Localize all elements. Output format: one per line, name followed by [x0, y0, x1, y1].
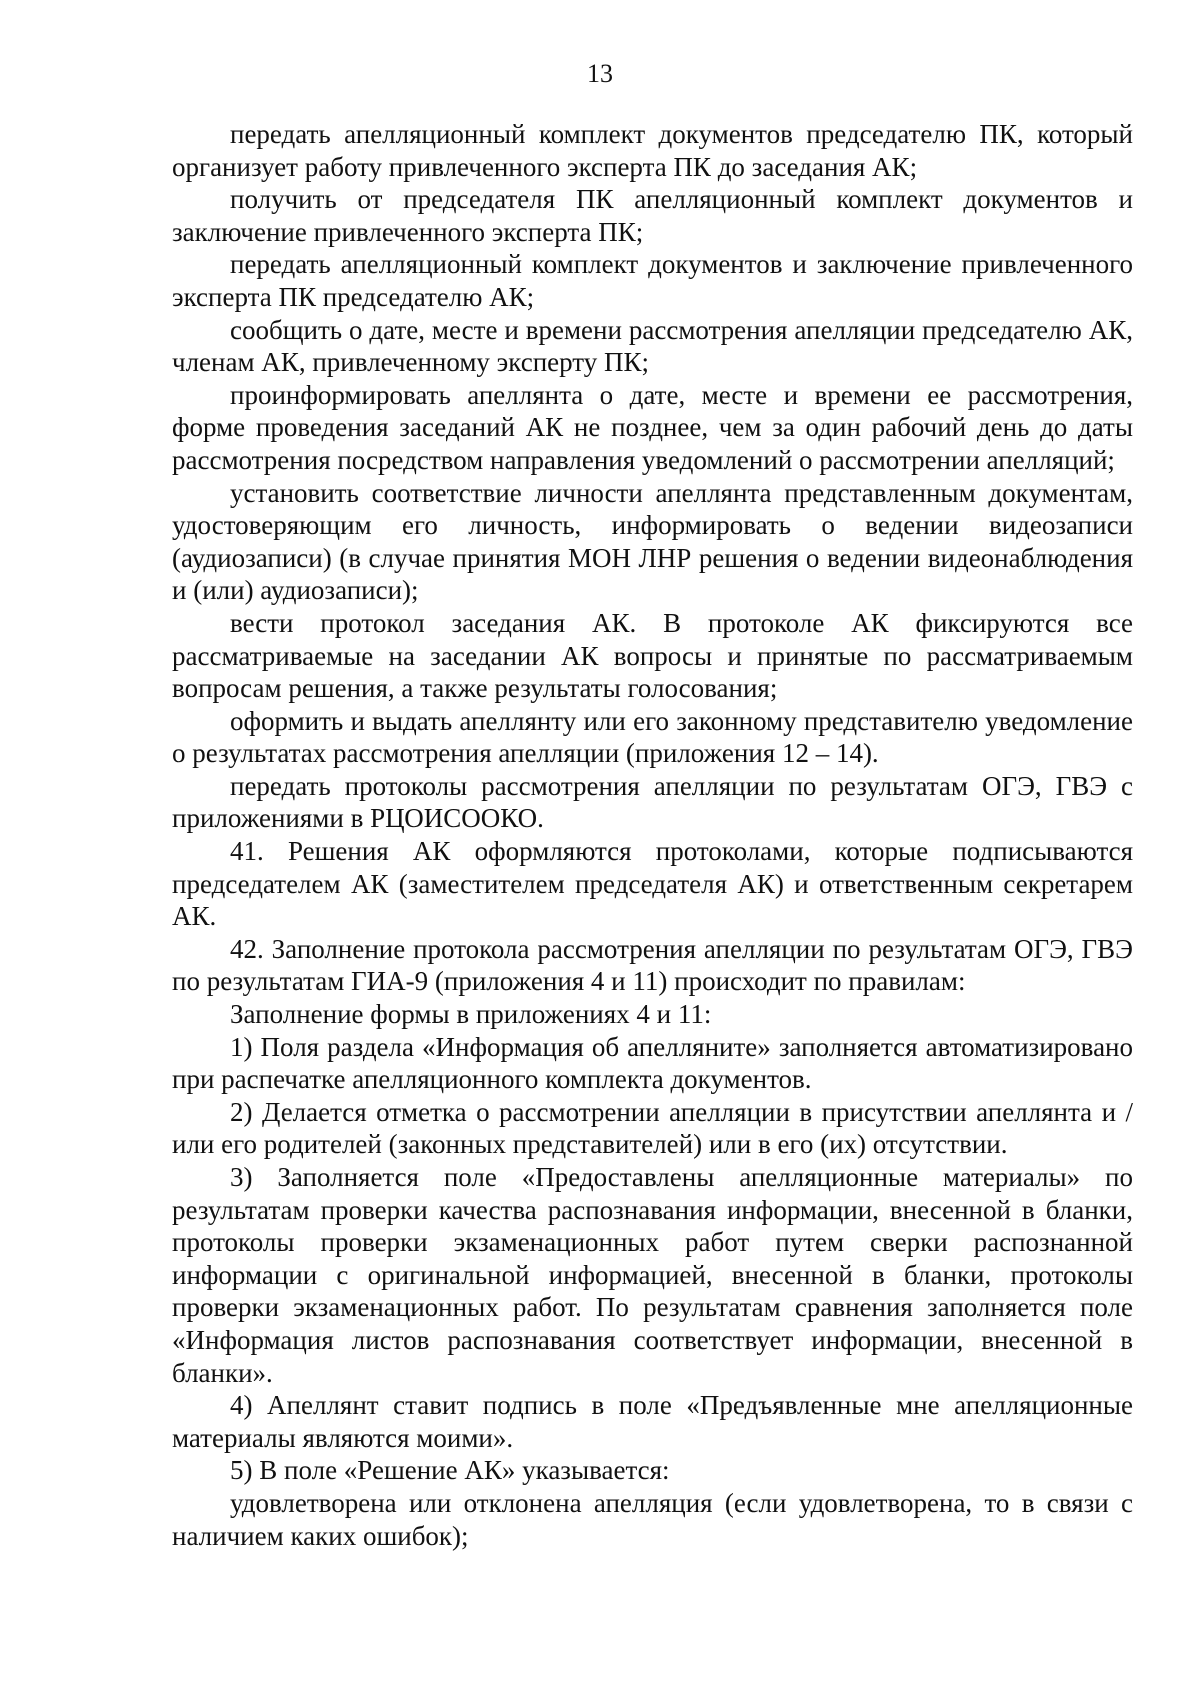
paragraph-42: 42. Заполнение протокола рассмотрения апелляции по результатам ОГЭ, ГВЭ по результатам ГИА-9 (приложения 4 и 11) происходит по правилам:	[172, 933, 1133, 997]
list-item-1: 1) Поля раздела «Информация об апелляните» заполняется автоматизировано при распечатке апелляционного комплекта документов.	[172, 1031, 1133, 1095]
paragraph-2: получить от председателя ПК апелляционный комплект документов и заключение привлеченного эксперта ПК;	[172, 184, 1133, 247]
paragraph-decision: удовлетворена или отклонена апелляция (если удовлетворена, то в связи с наличием каких ошибок);	[172, 1487, 1133, 1551]
paragraph-5: проинформировать апеллянта о дате, месте и времени ее рассмотрения, форме проведения заседаний АК не позднее, чем за один рабочий день до даты рассмотрения посредством направления уведомлений о рассмотрении апелляций;	[172, 379, 1133, 475]
paragraph-3: передать апелляционный комплект документов и заключение привлеченного эксперта ПК председателю АК;	[172, 249, 1133, 312]
list-item-4: 4) Апеллянт ставит подпись в поле «Предъявленные мне апелляционные материалы являются моими».	[172, 1390, 1133, 1453]
paragraph-7: вести протокол заседания АК. В протоколе АК фиксируются все рассматриваемые на заседании АК вопросы и принятые по рассматриваемым вопросам решения, а также результаты голосования;	[172, 607, 1133, 704]
document-body	[172, 118, 1133, 1552]
paragraph-41: 41. Решения АК оформляются протоколами, которые подписываются председателем АК (заместителем председателя АК) и ответственным секретарем АК.	[172, 836, 1133, 932]
list-item-2: 2) Делается отметка о рассмотрении апелляции в присутствии апеллянта и /или его родителей (законных представителей) или в его (их) отсутствии.	[172, 1096, 1133, 1160]
paragraph-8: оформить и выдать апеллянту или его законному представителю уведомление о результатах рассмотрения апелляции (приложения 12 – 14).	[172, 705, 1133, 769]
paragraph-6: установить соответствие личности апеллянта представленным документам, удостоверяющим его личность, информировать о ведении видеозаписи (аудиозаписи) (в случае принятия МОН ЛНР решения о ведении видеонаблюдения и (или) аудиозаписи);	[172, 477, 1133, 606]
list-item-3: 3) Заполняется поле «Предоставлены апелляционные материалы» по результатам проверки качества распознавания информации, внесенной в бланки, протоколы проверки экзаменационных работ путем сверки распознанной информации с оригинальной информацией, внесенной в бланки, протоколы проверки экзаменационных работ. По результатам сравнения заполняется поле «Информация листов распознавания соответствует информации, внесенной в бланки».	[172, 1162, 1133, 1388]
paragraph-4: сообщить о дате, месте и времени рассмотрения апелляции председателю АК, членам АК, привлеченному эксперту ПК;	[172, 314, 1133, 378]
paragraph-form-intro: Заполнение формы в приложениях 4 и 11:	[230, 999, 712, 1030]
paragraph-1: передать апелляционный комплект документов председателю ПК, который организует работу привлеченного эксперта ПК до заседания АК;	[172, 119, 1133, 182]
paragraph-9: передать протоколы рассмотрения апелляции по результатам ОГЭ, ГВЭ с приложениями в РЦОИСООКО.	[172, 770, 1133, 834]
list-item-5: 5) В поле «Решение АК» указывается:	[230, 1455, 670, 1486]
page-number: 13	[587, 59, 613, 88]
